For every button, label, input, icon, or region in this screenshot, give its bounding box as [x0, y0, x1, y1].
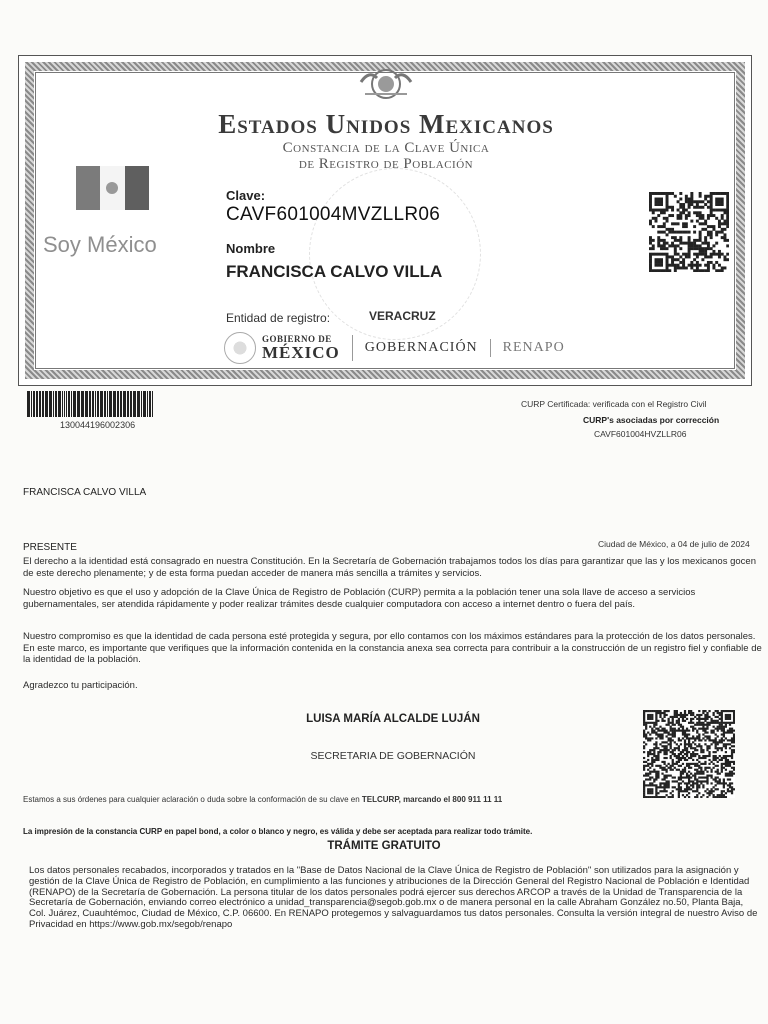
- soy-mexico-logo: Soy México: [43, 232, 157, 257]
- gobernacion-logo: GOBERNACIÓN: [364, 340, 478, 355]
- letter-presente: PRESENTE: [23, 542, 77, 553]
- nombre-label: Nombre: [226, 241, 276, 256]
- renapo-logo: RENAPO: [502, 340, 565, 355]
- mexico-flag-icon: [76, 166, 149, 210]
- entidad-label: Entidad de registro:: [226, 311, 331, 325]
- qr-code-icon: [649, 192, 729, 272]
- document-subtitle-line2: de Registro de Población: [298, 156, 474, 172]
- curp-certified-status: CURP Certificada: verificada con el Registro Civil: [521, 399, 707, 409]
- national-seal-icon: [359, 64, 413, 102]
- barcode-icon: [27, 391, 155, 417]
- privacy-notice: Los datos personales recabados, incorporados y tratados en la "Base de Datos Nacional de la Clave Única de Registro de Población" son utilizados para la asignación y gestión de la Clave Única de Registro de Población, en cumplimiento a las funciones y atribuciones de la Dirección General del Registro Nacional de Población e Identidad (RENAPO) de la Secretaría de Gobernación. La persona titular de los datos personales podrá ejercer sus derechos ARCOP a través de la Unidad de Transparencia de la Secretaría de Gobernación, enviando correo electrónico a unidad_transparencia@segob.gob.mx o de manera personal en la calle Abraham González no.50, Planta Baja, Col. Juárez, Cuauhtémoc, Ciudad de México, C.P. 06600. En RENAPO protegemos y salvaguardamos tus datos personales. Consulta la versión integral de nuestro Aviso de Privacidad en https://www.gob.mx/segob/renapo: [29, 865, 758, 930]
- curp-certificate-card: [18, 55, 752, 386]
- logo-divider: [352, 335, 353, 361]
- document-title: Estados Unidos Mexicanos: [218, 109, 554, 139]
- letter-recipient: FRANCISCA CALVO VILLA: [23, 487, 147, 498]
- eagle-emblem-icon: [224, 332, 256, 364]
- logo-divider: [490, 339, 491, 357]
- associated-curp-title: CURP's asociadas por corrección: [583, 415, 720, 425]
- letter-place-date: Ciudad de México, a 04 de julio de 2024: [598, 539, 750, 549]
- barcode-number: 130044196002306: [60, 420, 136, 430]
- entidad-value: VERACRUZ: [369, 309, 436, 323]
- signer-title: SECRETARIA DE GOBERNACIÓN: [310, 750, 476, 762]
- associated-curp-value: CAVF601004HVZLLR06: [594, 429, 687, 439]
- gobierno-de-text: GOBIERNO DE: [262, 334, 332, 344]
- clave-label: Clave:: [226, 188, 266, 203]
- qr-code-icon: [643, 710, 735, 798]
- contact-line: [23, 795, 502, 804]
- signer-name: LUISA MARÍA ALCALDE LUJÁN: [306, 713, 480, 725]
- print-validity-notice: La impresión de la constancia CURP en papel bond, a color o blanco y negro, es válida y debe ser aceptada para realizar todo trámite.: [23, 827, 533, 836]
- clave-value: CAVF601004MVZLLR06: [226, 204, 441, 225]
- document-subtitle-line1: Constancia de la Clave Única: [282, 140, 490, 156]
- telcurp-phone: TELCURP, marcando el 800 911 11 11: [361, 795, 503, 804]
- letter-paragraph-3: Nuestro compromiso es que la identidad de cada persona esté protegida y segura, por ello contamos con los máximos estándares para la protección de los datos personales. En este marco, es importante que verifiques que la información contenida en la constancia anexa sea correcta para contribuir a la construcción de un registro fiel y confiable de la identidad de la población.: [23, 631, 762, 665]
- nombre-value: FRANCISCA CALVO VILLA: [226, 262, 443, 281]
- contact-text: Estamos a sus órdenes para cualquier aclaración o duda sobre la conformación de su clave en: [23, 795, 362, 804]
- letter-paragraph-2: Nuestro objetivo es que el uso y adopción de la Clave Única de Registro de Población (CURP) permita a la población tener una sola llave de acceso a servicios gubernamentales, ser atendida rápidamente y poder realizar trámites desde cualquier computadora con acceso a internet dentro o fuera del país.: [23, 587, 696, 610]
- letter-thanks: Agradezco tu participación.: [23, 680, 138, 691]
- government-logos: [224, 331, 565, 365]
- gobierno-de-mexico-logo: [224, 332, 340, 364]
- letter-paragraph-1: El derecho a la identidad está consagrado en nuestra Constitución. En la Secretaría de Gobernación trabajamos todos los días para garantizar que las y los mexicanos gocen de este derecho plenamente; y de esta forma puedan acceder de manera más sencilla a trámites y servicios.: [23, 556, 756, 579]
- tramite-gratuito: TRÁMITE GRATUITO: [327, 840, 441, 852]
- mexico-text: MÉXICO: [262, 343, 340, 362]
